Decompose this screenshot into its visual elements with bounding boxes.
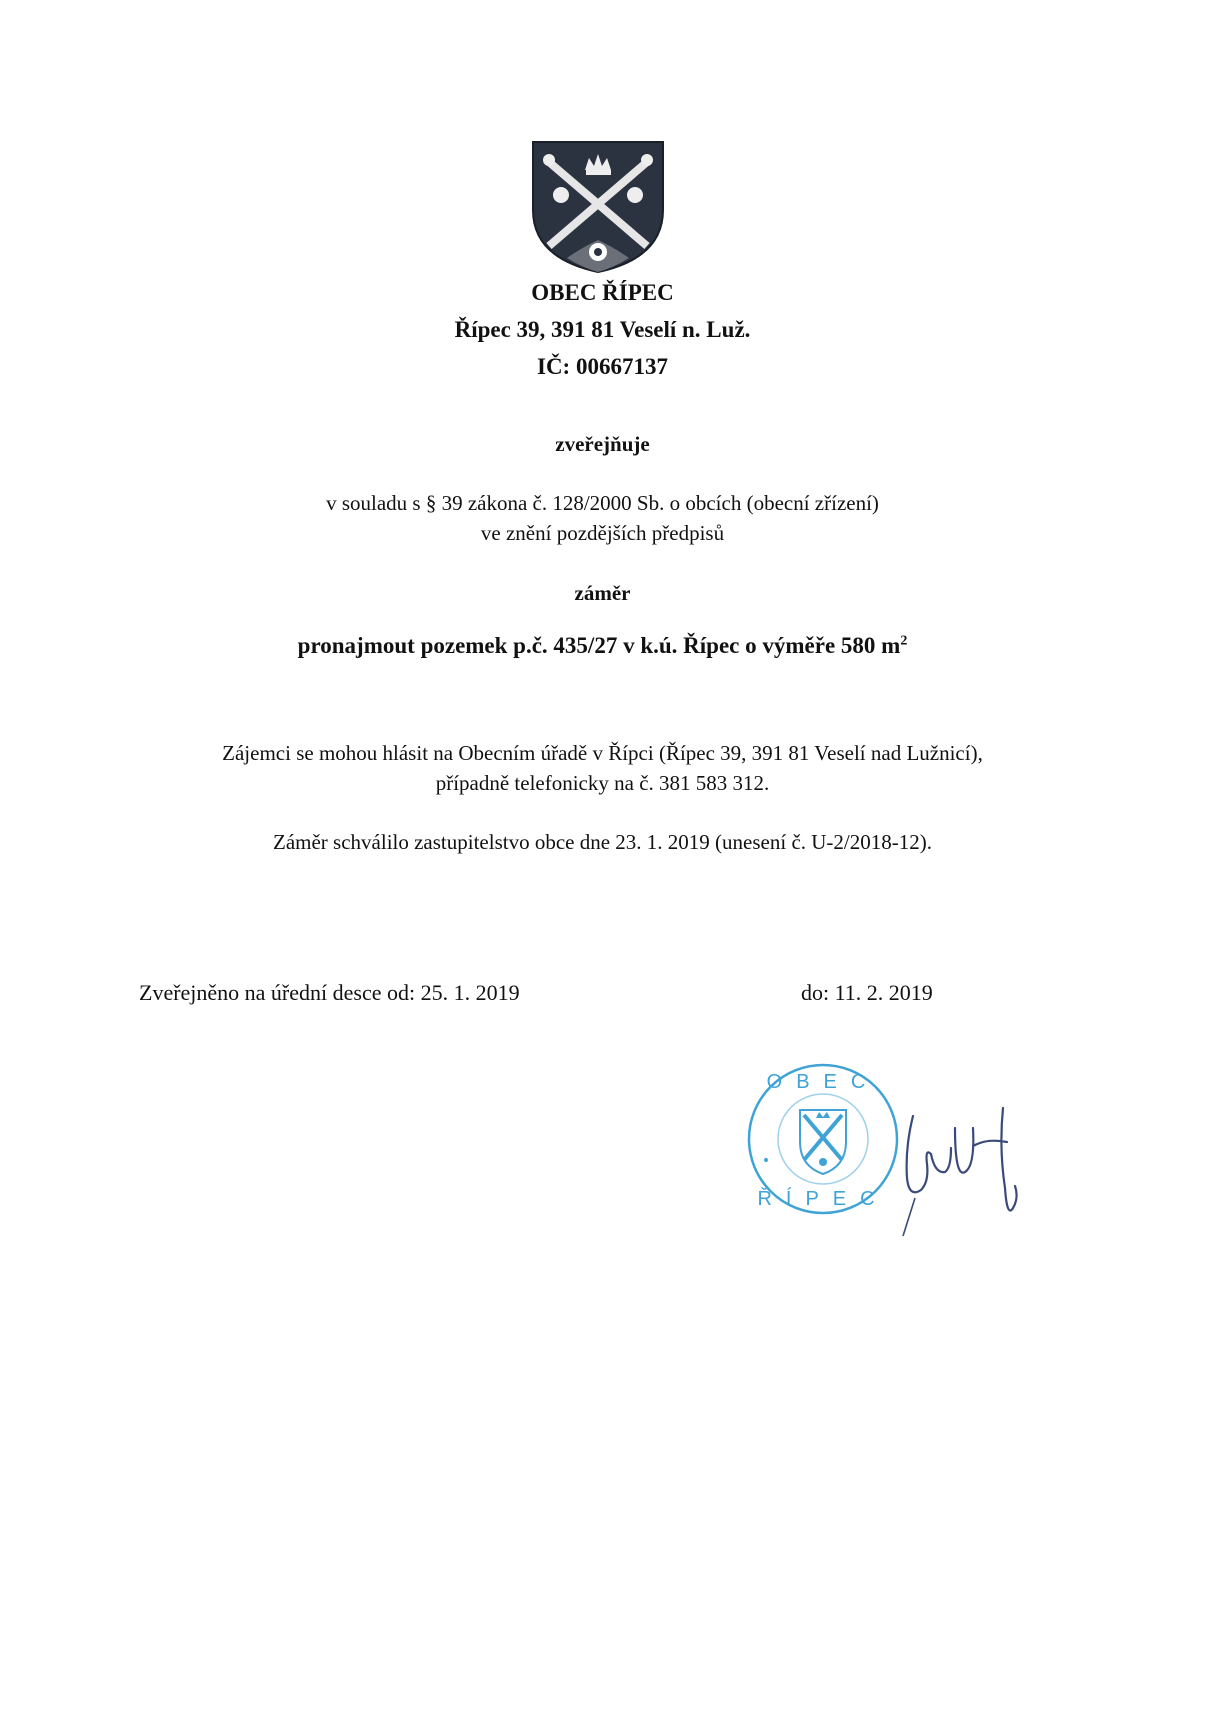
publishes-heading: zveřejňuje [555,432,650,456]
municipality-address: Řípec 39, 391 81 Veselí n. Luž. [454,317,751,342]
stamp-text-top: OBEC [766,1071,880,1093]
stamp-text-bottom: ŘÍPEC [757,1188,889,1210]
official-stamp-icon [744,1060,902,1218]
letterhead [0,274,1205,385]
signature-icon [895,1088,1035,1238]
published-to: do: 11. 2. 2019 [801,980,933,1005]
approval-note: Záměr schválilo zastupitelstvo obce dne 23. 1. 2019 (unesení č. U-2/2018-12). [273,830,932,854]
municipality-ic: IČ: 00667137 [537,354,668,379]
contact-line-1: Zájemci se mohou hlásit na Obecním úřadě v Řípci (Řípec 39, 391 81 Veselí nad Lužnicí), [222,741,983,765]
intent-unit-exponent: 2 [900,633,908,649]
intent-text [0,633,1205,659]
contact-info [0,738,1205,798]
contact-line-2: případně telefonicky na č. 381 583 312. [435,771,770,795]
coat-of-arms-icon [531,140,665,274]
published-from: Zveřejněno na úřední desce od: 25. 1. 2019 [139,980,520,1005]
law-line-2: ve znění pozdějších předpisů [480,521,725,545]
law-line-1: v souladu s § 39 zákona č. 128/2000 Sb. o obcích (obecní zřízení) [326,491,879,515]
intent-heading: záměr [574,581,631,605]
municipality-name: OBEC ŘÍPEC [531,280,674,305]
law-reference [0,488,1205,548]
intent-description: pronajmout pozemek p.č. 435/27 v k.ú. Řípec o výměře 580 m [297,633,901,658]
